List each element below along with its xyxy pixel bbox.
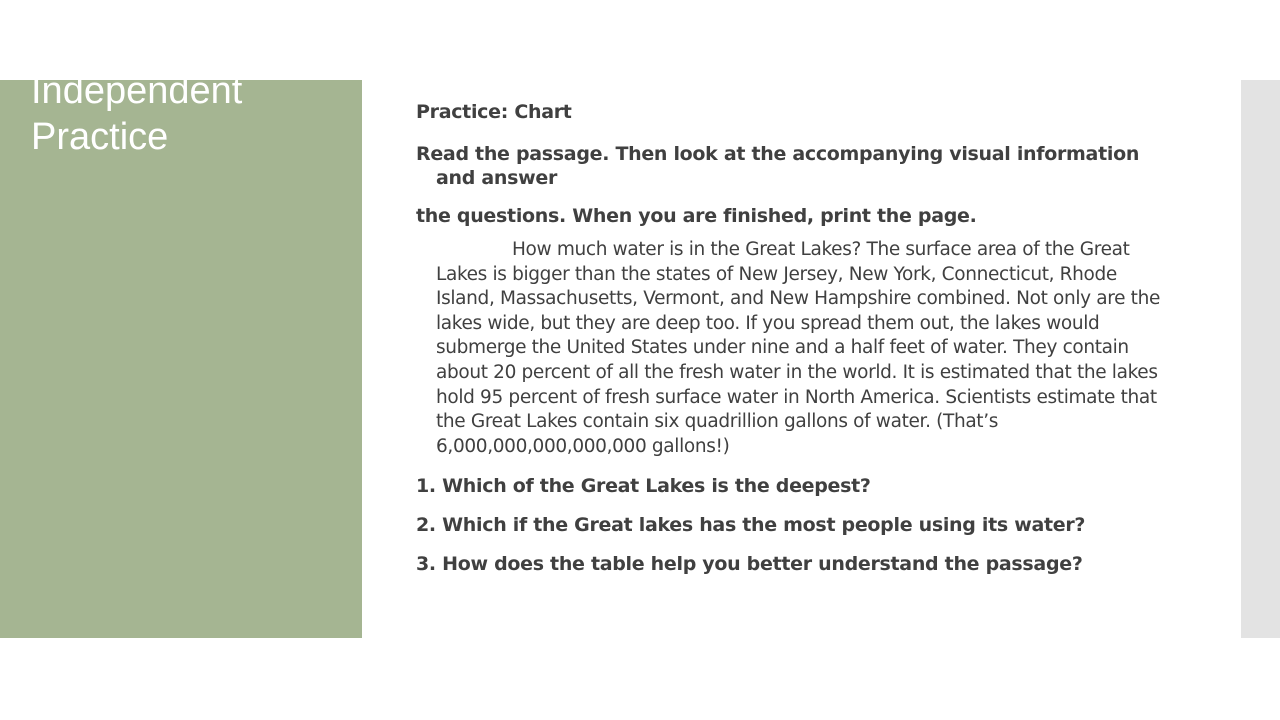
question-2: 2. Which if the Great lakes has the most people using its water? bbox=[416, 514, 1086, 537]
passage-text: How much water is in the Great Lakes? The surface area of the Great Lakes is bigger than the states of New Jersey, New York, Connecticut, Rhode Island, Massachusetts, Vermont, and New Hampshire combined. Not only are the lakes wide, but they are deep too. If you spread them out, the lakes would submerge the United States under nine and a half feet of water. They contain about 20 percent of all the fresh water in the world. It is estimated that the lakes hold 95 percent of fresh surface water in North America. Scientists estimate that the Great Lakes contain six quadrillion gallons of water. (That’s 6,000,000,000,000,000 gallons!) bbox=[436, 239, 1160, 457]
instructions-line-1: Read the passage. Then look at the accompanying visual information and answer bbox=[416, 143, 1140, 189]
right-accent-bar bbox=[1241, 80, 1280, 638]
question-1: 1. Which of the Great Lakes is the deepest? bbox=[416, 475, 871, 498]
content-area bbox=[416, 100, 1176, 591]
slide-title: Independent Practice bbox=[31, 70, 243, 158]
instructions-line-2: the questions. When you are finished, print the page. bbox=[416, 205, 977, 227]
question-3: 3. How does the table help you better understand the passage? bbox=[416, 553, 1083, 576]
practice-heading: Practice: Chart bbox=[416, 101, 572, 123]
title-sidebar bbox=[0, 70, 362, 638]
